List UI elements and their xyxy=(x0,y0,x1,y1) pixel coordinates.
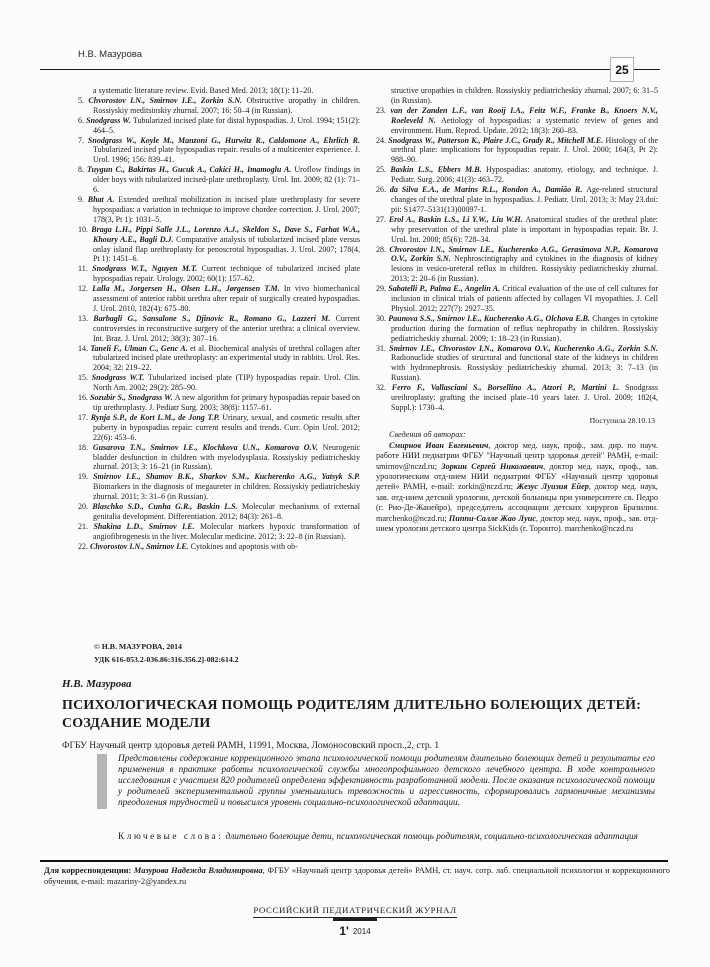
reference-number: 31. xyxy=(376,343,390,353)
page-number: 25 xyxy=(610,57,634,82)
reference-item: 10. Braga L.H., Pippi Salle J.L., Lorenzo A.J., Skeldon S., Dave S., Farhat W.A., Khoury A.E., Bagli D.J. Comparative analysis of tubularized incised plate versus onlay island flap urethroplasty for penoscrotal hypospadias. J. Urol. 2007; 178(4, Pt 1): 1451–6. xyxy=(78,224,361,264)
reference-item: 5. Chvorostov I.N., Smirnov I.E., Zorkin S.N. Obstructive uropathy in children. Rossiyskiy meditsinskiy zhurnal. 2007; 16: 50–4 (in Russian). xyxy=(78,95,360,115)
reference-authors: Ferro F., Vallasciani S., Borsellino A., Atzori P., Martini L. xyxy=(391,383,626,393)
reference-authors: Rynja S.P., de Kort L.M., de Jong T.P. xyxy=(90,412,223,422)
reference-number: 24. xyxy=(376,135,389,145)
reference-authors: Smirnov I.E., Chvorostov I.N., Komarova O.V., Kucherenko A.G., Zorkin S.N. xyxy=(389,343,659,353)
running-head-author: Н.В. Мазурова xyxy=(78,49,142,60)
reference-item: structive uropathies in children. Rossiyskiy pediatricheskiy zhurnal. 2007; 6: 31–5 (in Russian). xyxy=(391,86,658,105)
abstract-block xyxy=(97,754,655,809)
text-segment: , доктор мед. наук, проф., зав. отд-нием урологии детского центра SickKids (г. Торонто). marchenko@nczd.ru xyxy=(376,513,658,533)
emphasized-segment: Пиппи-Салле Жао Луис xyxy=(448,513,536,523)
journal-footer-bar xyxy=(333,918,377,921)
reference-authors: Snodgrass W.T. xyxy=(91,373,148,383)
reference-authors: Sozubir S., Snodgrass W. xyxy=(90,393,175,403)
reference-number: 19. xyxy=(78,472,94,482)
emphasized-segment: Смирнов Иван Евгеньевич xyxy=(389,440,489,450)
reference-authors: Braga L.H., Pippi Salle J.L., Lorenzo A.J., Skeldon S., Dave S., Farhat W.A., Khoury A.E., Bagli D.J. xyxy=(91,224,361,244)
reference-authors: Lalla M., Jorgersen H., Olsen L.H., Jørgensen T.M. xyxy=(92,284,284,294)
emphasized-segment: Мазурова Надежда Владимировна xyxy=(133,866,263,875)
reference-authors: Snodgrass W., Koyle M., Manzoni G., Hurwitz R., Caldomone A., Ehrlich R. xyxy=(87,135,361,145)
reference-authors: Chvorostov I.N., Smirnov I.E., Zorkin S.N. xyxy=(88,95,247,105)
reference-number: 22. xyxy=(78,541,90,551)
reference-item: 30. Paunova S.S., Smirnov I.E., Kucherenko A.G., Olchova E.B. Changes in cytokine production during the formation of reflux nephropathy in children. Rossiyskiy pediatricheskiy zhurnal. 2009; 1: 18–23 (in Russian). xyxy=(376,313,659,343)
reference-authors: Chvorostov I.N., Smirnov I.E., Kucherenko A.G., Gerasimova N.P., Komarova O.V., Zorkin S.N. xyxy=(389,244,658,264)
reference-authors: Tuygun C., Bakirtas H., Gucuk A., Cakici H., Imamoglu A. xyxy=(87,165,295,175)
reference-item: 22. Chvorostov I.N., Smirnov I.E. Cytokines and apoptosis with ob- xyxy=(78,541,298,551)
reference-authors: da Silva E.A., de Marins R.L., Rondon A., Damião R. xyxy=(389,185,587,195)
authors-info-heading: Сведения об авторах: xyxy=(389,429,466,439)
reference-item: 9. Bhat A. Extended urethral mobilization in incised plate urethroplasty for severe hypospadias: a variation in technique to improve chordee correction. J. Urol. 2007; 178(3, Pt 1): 1031–5. xyxy=(78,194,361,224)
reference-item: 28. Chvorostov I.N., Smirnov I.E., Kucherenko A.G., Gerasimova N.P., Komarova O.V., Zorkin S.N. Nephroscintigraphy and cytokines in the diagnosis of kidney lesions in vesico-ureteral reflux in children. Rossiyskiy pediatricheskiy zhurnal. 2013; 2: 20–6 (in Russian). xyxy=(376,244,659,284)
reference-authors: Snodgrass W., Patterson K., Plaire J.C., Grady R., Mitchell M.E. xyxy=(388,135,606,145)
text-segment: , доктор мед. наук, проф., зав. урологическим отд-нием НИИ педиатрии ФГБУ «Научный центр здоровья детей» РАМН, e-mail: zorkin@nczd.ru; xyxy=(376,461,658,492)
reference-number: 25. xyxy=(376,165,391,175)
article-affiliation: ФГБУ Научный центр здоровья детей РАМН, 11991, Москва, Ломоносовский просп.,2, стр. 1 xyxy=(62,741,440,751)
received-date: Поступила 28.10.13 xyxy=(589,415,655,425)
udk-line: УДК 616-053.2-036.86:316.356.2]-082:614.2 xyxy=(94,655,239,664)
reference-authors: Gusarova T.N., Smirnov I.E., Klochkova U.N., Komarova O.V. xyxy=(92,442,323,452)
reference-item: 12. Lalla M., Jorgersen H., Olsen L.H., Jørgensen T.M. In vivo biomechanical assessment of anterior rabbit urethra after repair of surgically created hypospadias. J. Urol. 2010, 182(4): 675–80. xyxy=(78,284,361,313)
reference-number: 10. xyxy=(78,224,92,234)
reference-number: 6. xyxy=(78,115,87,125)
keywords-label: Ключевые слова: xyxy=(118,832,224,842)
reference-item: 19. Smirnov I.E., Shamov B.K., Sharkov S.M., Kucherenko A.G., Yatsyk S.P. Biomarkers in the diagnosis of megaureter in children. Rossiyskiy pediatricheskiy zhurnal. 2011; 3: 31–6 (in Russian). xyxy=(78,472,361,502)
reference-item: 11. Snodgrass W.T., Nguyen M.T. Current technique of tubularized incised plate hypospadias repair. Urology. 2002; 60(1): 157–62. xyxy=(78,264,361,284)
issue-number: 1' xyxy=(339,924,349,939)
correspondence-paragraph xyxy=(44,866,670,887)
references-column-right xyxy=(376,86,658,552)
reference-item: 20. Blaschko S.D., Cunha G.R., Baskin L.S. Molecular mechanisms of external genitalia development. Differentiation. 2012; 84(3): 261–8. xyxy=(78,502,360,521)
reference-number: 15. xyxy=(78,373,92,383)
reference-item: 21. Shakina L.D., Smirnov I.E. Molecular markers hypoxic transformation of angiofibrogenesis in the liver. Molecular medicine. 2012; 3: 22–8 (in Russian). xyxy=(78,521,361,541)
reference-item: 14. Taneli F., Ulman C., Genc A. et al. Biochemical analysis of urethral collagen after tubularized incised plate urethroplasty: an experimental study in rabbits. Urol. Res. 2004; 32: 219–22. xyxy=(78,343,361,373)
reference-number: 23. xyxy=(376,105,391,115)
header-rule xyxy=(40,69,660,70)
reference-number: 20. xyxy=(78,502,93,512)
abstract-text: Представлены содержание коррекционного этапа психологической помощи родителям длительно болеющих детей и результаты его применения в практике работы психологической службы многопрофильного детского лечебного центра. В ходе контрольного исследования с участием 820 родителей определена эффективность разработанной модели. После оказания психологической помощи у родителей экспериментальной группы уменьшились тревожность и агрессивность, сформировались гармоничные механизмы преодоления трудностей и повысился уровень социально-психологической адаптации. xyxy=(118,754,655,808)
reference-number: 13. xyxy=(78,313,94,323)
reference-authors: Taneli F., Ulman C., Genc A. xyxy=(90,343,191,353)
reference-number: 7. xyxy=(78,135,88,145)
reference-number: 27. xyxy=(376,214,389,224)
reference-item: 32. Ferro F., Vallasciani S., Borsellino A., Atzori P., Martini L. Snodgrass urethroplasty: grafting the incised plate–10 years later. J. Urol. 2009; 182(4, Suppl.): 1730–4. xyxy=(376,383,659,412)
emphasized-segment: Для корреспонденции: xyxy=(44,866,134,875)
journal-footer xyxy=(0,900,710,940)
keywords-text: длительно болеющие дети, психологическая помощь родителям, социально-психологическая адаптация xyxy=(225,832,638,842)
article-author: Н.В. Мазурова xyxy=(62,678,132,690)
reference-item: 31. Smirnov I.E., Chvorostov I.N., Komarova O.V., Kucherenko A.G., Zorkin S.N. Radionuclide studies of structural and functional state of the kidneys in children with hydronephrosis. Rossiyskiy pediatricheskiy zhurnal. 2013; 3: 7–13 (in Russian). xyxy=(376,343,659,383)
reference-item: 16. Sozubir S., Snodgrass W. A new algorithm for primary hypospadias repair based on tip urethroplasty. J. Pediatr Surg. 2003; 38(8): 1157–61. xyxy=(78,393,360,412)
reference-number: 26. xyxy=(376,185,390,195)
article-title: ПСИХОЛОГИЧЕСКАЯ ПОМОЩЬ РОДИТЕЛЯМ ДЛИТЕЛЬНО БОЛЕЮЩИХ ДЕТЕЙ: СОЗДАНИЕ МОДЕЛИ xyxy=(62,698,642,731)
reference-number: 29. xyxy=(376,284,389,294)
reference-item: 23. van der Zanden L.F., van Rooij I.A., Feitz W.F., Franke B., Knoers N.V., Roeleveld N. Aetiology of hypospadias: a systematic review of genes and environment. Hum. Reprod. Update. 2012; 18(3): 260–83. xyxy=(376,105,659,135)
reference-number: 14. xyxy=(78,343,91,353)
text-segment: , доктор мед. наук, зав. отд-нием детской урологии, детской больницы при университете св. Педро (г. Рио-Де-Жанейро), председатель ассоциации детских хирургов Бразилии. marchenko@nczd.ru; xyxy=(376,482,658,523)
keywords-block xyxy=(118,832,655,844)
reference-authors: Snodgrass W. xyxy=(86,115,133,125)
reference-number: 5. xyxy=(78,95,89,105)
reference-authors: Chvorostov I.N., Smirnov I.E. xyxy=(90,541,191,551)
emphasized-segment: Жезус Луизия Ейер xyxy=(516,482,589,492)
reference-item: 26. da Silva E.A., de Marins R.L., Rondon A., Damião R. Age-related structural changes of the urethral plate in hypospadias. J. Pediatr. Urol. 2013; 3: May 23.doi: pii: S1477–5131(13)00097-1. xyxy=(376,185,659,214)
reference-number: 12. xyxy=(78,284,93,294)
reference-authors: Barbagli G., Sansalone S., Djinovic R., Romano G., Lazzeri M. xyxy=(93,313,336,323)
reference-item: 24. Snodgrass W., Patterson K., Plaire J.C., Grady R., Mitchell M.E. Histology of the urethral plate: implications for hypospadias repair. J. Urol. 2000; 164(3, Pt 2): 988–90. xyxy=(376,135,658,165)
reference-authors: Erol A., Baskin L.S., Li Y.W., Liu W.H. xyxy=(388,214,526,224)
reference-item: 18. Gusarova T.N., Smirnov I.E., Klochkova U.N., Komarova O.V. Neurogenic bladder desfunction in children with myelodysplasia. Rossiyskiy pediatricheskiy zhurnal. 2013; 3: 16–21 (in Russian). xyxy=(78,442,360,472)
reference-item: 15. Snodgrass W.T. Tubularized incised plate (TIP) hypospadias repair. Urol. Clin. North Am. 2002; 29(2): 285–90. xyxy=(78,373,361,393)
reference-authors: Smirnov I.E., Shamov B.K., Sharkov S.M., Kucherenko A.G., Yatsyk S.P. xyxy=(93,472,361,482)
reference-number: 16. xyxy=(78,393,91,403)
reference-item: 7. Snodgrass W., Koyle M., Manzoni G., Hurwitz R., Caldomone A., Ehrlich R. Tubularized incised plate hypospadias repair. results of a multicenter experience. J. Urol. 1996; 156: 839–41. xyxy=(78,135,361,165)
text-segment: , доктор мед. наук, проф., зам. дир. по науч. работе НИИ педиатрии ФГБУ "Научный центр здоровья детей" РАМН, e-mail: smirnov@nczd.ru; xyxy=(376,440,658,471)
reference-number: 30. xyxy=(376,313,389,323)
reference-number: 8. xyxy=(78,165,88,175)
reference-number: 32. xyxy=(376,383,392,393)
reference-authors: Snodgrass W.T., Nguyen M.T. xyxy=(92,264,202,274)
reference-number: 9. xyxy=(78,194,88,204)
reference-number: 18. xyxy=(78,442,93,452)
reference-item: 25. Baskin L.S., Ebbers M.B. Hypospadias: anatomy, etiology, and technique. J. Pediatr. Surg. 2006; 41(3): 463–72. xyxy=(376,165,659,185)
reference-authors: Shakina L.D., Smirnov I.E. xyxy=(93,521,200,531)
reference-number: 11. xyxy=(78,264,93,274)
emphasized-segment: Зоркин Сергей Николаевич xyxy=(441,461,544,471)
journal-issue xyxy=(0,922,710,940)
reference-item: 17. Rynja S.P., de Kort L.M., de Jong T.P. Urinary, sexual, and cosmetic results after puberty in hypospadias repair: current results and trends. Curr. Opin Urol. 2012; 22(6): 453–6. xyxy=(78,412,361,442)
reference-item: 6. Snodgrass W. Tubularized incised plate for distal hypospadias. J. Urol. 1994; 151(2): 464–5. xyxy=(78,115,360,135)
text-segment: , ФГБУ «Научный центр здоровья детей» РАМН, ст. науч. сотр. лаб. специальной психологии и коррекционного обучения, e-mail: mazariny-2@yandex.ru xyxy=(44,866,670,886)
copyright-line: © Н.В. МАЗУРОВА, 2014 xyxy=(94,642,182,651)
footer-rule xyxy=(40,860,668,862)
reference-authors: Sabatelli P., Palma E., Angelin A. xyxy=(388,284,503,294)
reference-item: 27. Erol A., Baskin L.S., Li Y.W., Liu W.H. Anatomical studies of the urethral plate: why preservation of the urethral plate is important in hypospadias repair. Br. J. Urol. Int. 2000; 85(6): 728–34. xyxy=(376,214,659,244)
reference-authors: Bhat A. xyxy=(87,194,119,204)
journal-name: РОССИЙСКИЙ ПЕДИАТРИЧЕСКИЙ ЖУРНАЛ xyxy=(253,905,456,918)
article-heading-block xyxy=(62,642,660,751)
references-list-right xyxy=(376,86,658,413)
reference-number: 21. xyxy=(78,521,94,531)
reference-number: 28. xyxy=(376,244,390,254)
reference-authors: van der Zanden L.F., van Rooij I.A., Feitz W.F., Franke B., Knoers N.V., Roeleveld N. xyxy=(390,105,658,125)
reference-number: 17. xyxy=(78,412,91,422)
references-column-left xyxy=(78,86,360,552)
reference-item: a systematic literature review. Evid. Based Med. 2013; 18(1): 11–20. xyxy=(93,86,314,95)
authors-info-paragraph xyxy=(376,441,658,535)
issue-year: 2014 xyxy=(352,927,371,937)
reference-item: 8. Tuygun C., Bakirtas H., Gucuk A., Cakici H., Imamoglu A. Uroflow findings in older boys with tubularized incised-plate urethroplasty. Urol. Int. 2009; 82 (1): 71–6. xyxy=(78,165,361,195)
reference-item: 13. Barbagli G., Sansalone S., Djinovic R., Romano G., Lazzeri M. Current controversies in reconstructive surgery of the anterior urethra: a clinical overview. Int. Braz. J. Urol. 2012; 38(3): 307–16. xyxy=(78,313,361,343)
reference-authors: Paunova S.S., Smirnov I.E., Kucherenko A.G., Olchova E.B. xyxy=(388,313,593,323)
reference-authors: Blaschko S.D., Cunha G.R., Baskin L.S. xyxy=(92,502,242,512)
abstract-side-bar xyxy=(97,754,107,809)
reference-authors: Baskin L.S., Ebbers M.B. xyxy=(390,165,486,175)
references-section xyxy=(78,86,658,552)
reference-item: 29. Sabatelli P., Palma E., Angelin A. Critical evaluation of the use of cell cultures for inclusion in clinical trials of patients affected by collagen VI myopathies. J. Cell Physiol. 2012; 227(7): 2927–35. xyxy=(376,284,659,313)
